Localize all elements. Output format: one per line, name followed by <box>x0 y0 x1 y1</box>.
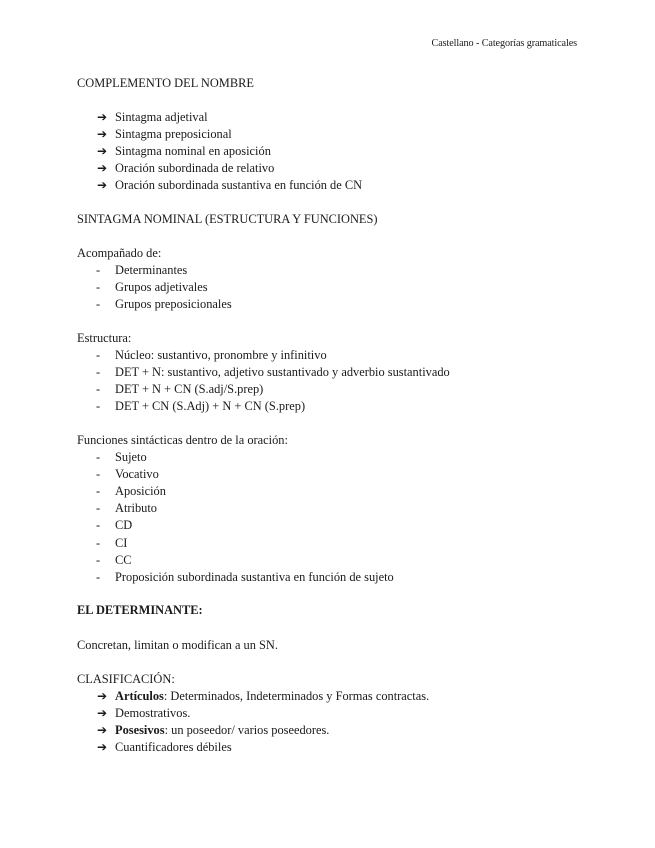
estructura-block <box>77 330 597 415</box>
dash-bullet: - <box>96 501 101 516</box>
dash-bullet: - <box>96 552 101 567</box>
dash-bullet: - <box>96 348 101 363</box>
list-item: - Grupos adjetivales <box>77 279 597 296</box>
list-item: ➔ Posesivos: un poseedor/ varios poseedores. <box>77 722 597 739</box>
list-item: - Proposición subordinada sustantiva en función de sujeto <box>77 569 597 586</box>
funciones-block <box>77 432 597 586</box>
arrow-icon: ➔ <box>97 740 108 755</box>
section-title: SINTAGMA NOMINAL (ESTRUCTURA Y FUNCIONES) <box>77 212 378 226</box>
complemento-nombre-section <box>77 75 597 92</box>
arrow-icon: ➔ <box>97 706 108 721</box>
dash-bullet: - <box>96 297 101 312</box>
dash-bullet: - <box>96 535 101 550</box>
arrow-icon: ➔ <box>97 689 108 704</box>
arrow-icon: ➔ <box>97 723 108 738</box>
subsection-label: Estructura: <box>77 331 132 345</box>
arrow-icon: ➔ <box>97 110 108 124</box>
dash-bullet: - <box>96 450 101 465</box>
determinante-description-block <box>77 637 597 654</box>
complemento-nombre-list <box>77 109 597 194</box>
section-title: EL DETERMINANTE: <box>77 603 203 617</box>
dash-bullet: - <box>96 518 101 533</box>
list-item: - CI <box>77 535 597 552</box>
list-item: ➔ Sintagma nominal en aposición <box>77 143 597 160</box>
list-item: - DET + CN (S.Adj) + N + CN (S.prep) <box>77 398 597 415</box>
list-item: - CD <box>77 517 597 534</box>
list-item: - Atributo <box>77 500 597 517</box>
list-item: - Núcleo: sustantivo, pronombre y infinitivo <box>77 347 597 364</box>
subsection-label: Funciones sintácticas dentro de la oración: <box>77 433 288 447</box>
list-item: - Aposición <box>77 483 597 500</box>
subsection-label: Acompañado de: <box>77 246 162 260</box>
dash-bullet: - <box>96 263 101 278</box>
list-item: ➔ Cuantificadores débiles <box>77 739 597 756</box>
list-item: ➔ Demostrativos. <box>77 705 597 722</box>
dash-bullet: - <box>96 467 101 482</box>
list-item: - DET + N + CN (S.adj/S.prep) <box>77 381 597 398</box>
dash-bullet: - <box>96 569 101 584</box>
list-item: - Vocativo <box>77 466 597 483</box>
dash-bullet: - <box>96 280 101 295</box>
list-item: - DET + N: sustantivo, adjetivo sustantivado y adverbio sustantivado <box>77 364 597 381</box>
arrow-icon: ➔ <box>97 178 108 193</box>
arrow-icon: ➔ <box>97 161 108 176</box>
dash-bullet: - <box>96 365 101 380</box>
list-item: ➔ Oración subordinada de relativo <box>77 160 597 177</box>
list-item: ➔ Oración subordinada sustantiva en función de CN <box>77 177 597 194</box>
list-item: - Sujeto <box>77 449 597 466</box>
subsection-label: CLASIFICACIÓN: <box>77 672 175 686</box>
dash-bullet: - <box>96 382 101 397</box>
dash-bullet: - <box>96 484 101 499</box>
determinante-description: Concretan, limitan o modifican a un SN. <box>77 638 278 652</box>
dash-bullet: - <box>96 399 101 414</box>
page-header: Castellano - Categorías gramaticales <box>431 38 577 49</box>
acompanado-block <box>77 245 597 313</box>
sintagma-nominal-section <box>77 211 597 228</box>
section-title: COMPLEMENTO DEL NOMBRE <box>77 76 254 90</box>
list-item: ➔ Sintagma adjetival <box>77 109 597 126</box>
clasificacion-block <box>77 671 597 756</box>
list-item: - Grupos preposicionales <box>77 296 597 313</box>
arrow-icon: ➔ <box>97 127 108 142</box>
list-item: ➔ Sintagma preposicional <box>77 126 597 143</box>
list-item: - CC <box>77 552 597 569</box>
list-item: - Determinantes <box>77 262 597 279</box>
arrow-icon: ➔ <box>97 144 108 159</box>
list-item: ➔ Artículos: Determinados, Indeterminados y Formas contractas. <box>77 688 597 705</box>
determinante-section <box>77 602 597 619</box>
